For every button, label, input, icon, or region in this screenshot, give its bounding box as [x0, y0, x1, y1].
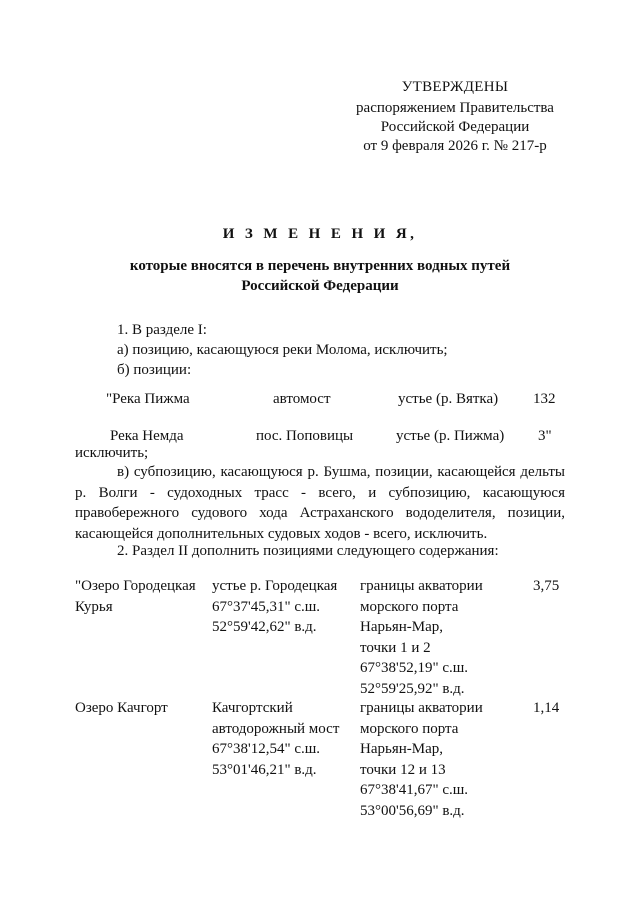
entry-from-line: автодорожный мост — [212, 720, 340, 737]
entry-name-line: Курья — [75, 598, 113, 615]
entry-to-line: границы акватории — [360, 700, 483, 716]
entry-name — [75, 698, 168, 719]
approval-line-1: распоряжением Правительства — [356, 100, 554, 116]
position-length: 3" — [538, 428, 552, 444]
entry-from — [212, 698, 339, 780]
position-length: 132 — [533, 391, 556, 407]
entry-from-line: 53°01'46,21" в.д. — [212, 761, 317, 778]
entry-length — [533, 576, 559, 597]
approval-block — [345, 78, 565, 156]
approval-line-2: Российской Федерации — [380, 119, 530, 135]
entry-to-line: точки 1 и 2 — [360, 639, 431, 656]
title-subtitle-line-2: Российской Федерации — [241, 278, 399, 294]
entry-to-line: 52°59'25,92" в.д. — [360, 680, 465, 697]
title-heading: И З М Е Н Е Н И Я, — [222, 226, 418, 242]
position-to: устье (р. Пижма) — [396, 428, 505, 444]
entry-to-line: морского порта — [360, 720, 459, 737]
entry-name-line: Озеро Качгорт — [75, 700, 168, 716]
item-1a: а) позицию, касающуюся реки Молома, исключить; — [117, 342, 448, 358]
position-name: Река Немда — [110, 428, 184, 444]
entry-to-line: 53°00'56,69" в.д. — [360, 802, 465, 819]
entry-from — [212, 576, 337, 638]
entry-to-line: Нарьян-Мар, — [360, 619, 443, 635]
position-to: устье (р. Вятка) — [398, 391, 499, 407]
entry-name — [75, 576, 196, 617]
entry-from-line: 52°59'42,62" в.д. — [212, 619, 317, 635]
entry-from-line: устье р. Городецкая — [212, 578, 338, 594]
position-from: автомост — [273, 391, 331, 407]
entry-from-line: 67°38'12,54" с.ш. — [212, 741, 321, 757]
entry-to — [360, 576, 483, 699]
document-title — [60, 225, 580, 296]
entry-to-line: морского порта — [360, 598, 459, 615]
entry-to — [360, 698, 483, 821]
item-2: 2. Раздел II дополнить позициями следующего содержания: — [117, 543, 499, 559]
entry-length-value: 3,75 — [533, 578, 560, 594]
entry-name-line: "Озеро Городецкая — [75, 578, 196, 594]
item-1: 1. В разделе I: — [117, 322, 207, 338]
entry-from-line: Качгортский — [212, 700, 293, 716]
exclude-text: исключить; — [75, 445, 149, 461]
position-from: пос. Поповицы — [256, 428, 354, 444]
entry-to-line: 67°38'52,19" с.ш. — [360, 660, 469, 676]
entry-to-line: границы акватории — [360, 578, 483, 594]
entry-length — [533, 698, 559, 719]
entry-to-line: Нарьян-Мар, — [360, 741, 443, 757]
item-1b: б) позиции: — [117, 362, 192, 378]
entry-to-line: точки 12 и 13 — [360, 761, 446, 778]
title-subtitle-line-1: которые вносятся в перечень внутренних водных путей — [129, 258, 511, 274]
position-name: "Река Пижма — [106, 391, 190, 407]
entry-length-value: 1,14 — [533, 700, 560, 716]
entry-from-line: 67°37'45,31" с.ш. — [212, 598, 321, 615]
paragraph-v: в) субпозицию, касающуюся р. Бушма, позиции, касающейся дельты р. Волги - судоходных трасс - всего, и субпозицию, касающуюся правобережного судового хода Астраханского вододелителя, позиции, касающейся дополнительных судовых ходов - всего, исключить. — [75, 464, 565, 542]
entry-to-line: 67°38'41,67" с.ш. — [360, 782, 469, 798]
approval-heading: УТВЕРЖДЕНЫ — [401, 79, 509, 95]
approval-line-3: от 9 февраля 2026 г. № 217-р — [363, 138, 547, 154]
